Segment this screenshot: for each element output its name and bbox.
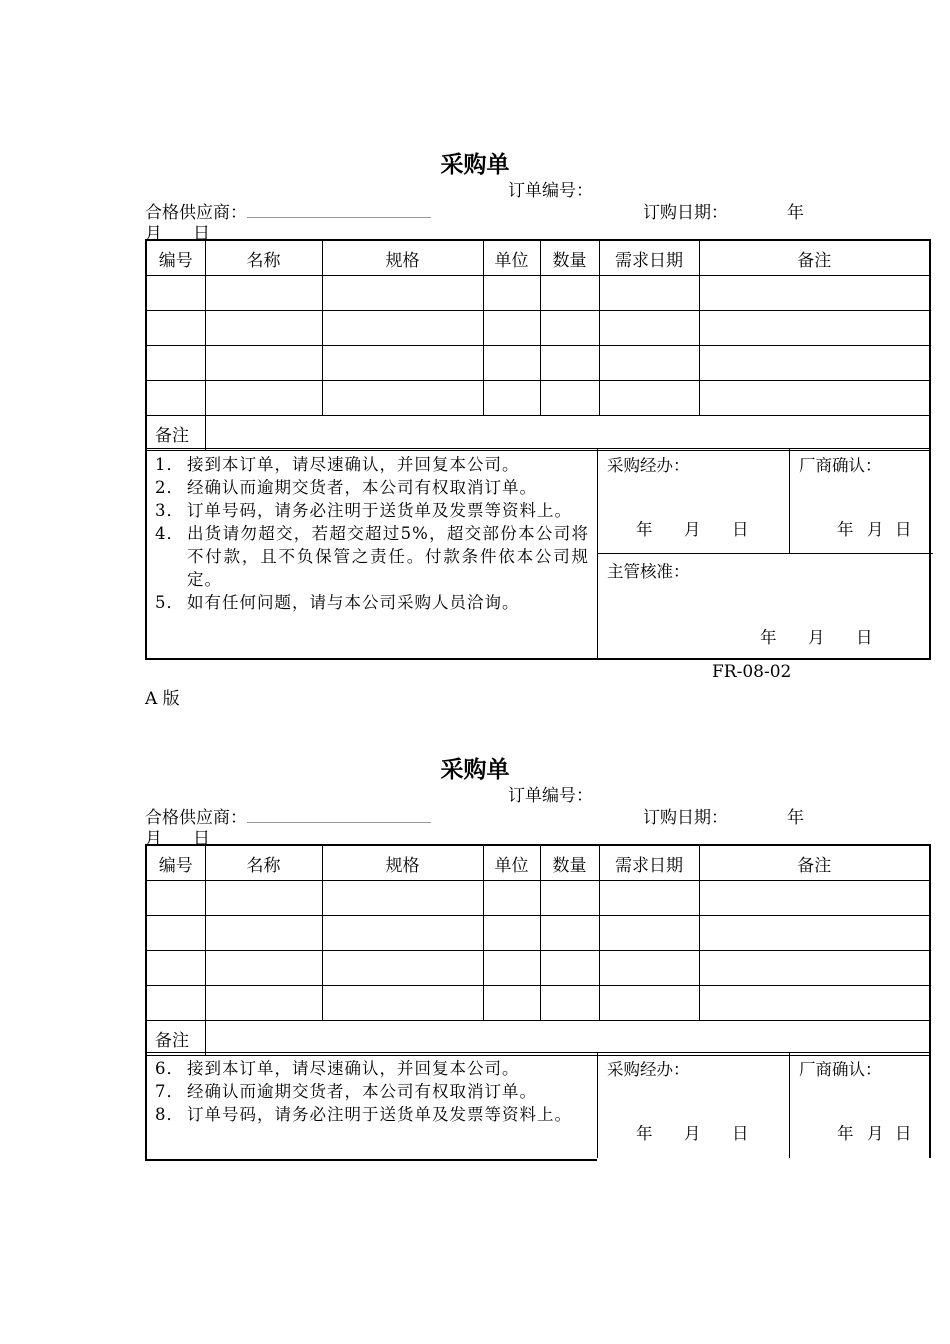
table-cell[interactable] <box>147 381 205 416</box>
column-header: 单位 <box>483 241 540 276</box>
terms-list <box>145 1053 597 1161</box>
table-row <box>147 276 929 311</box>
table-cell[interactable] <box>483 276 540 311</box>
table-row <box>147 916 929 951</box>
order-date-day: 日 <box>193 829 210 849</box>
table-cell[interactable] <box>322 311 483 346</box>
table-cell[interactable] <box>599 951 699 986</box>
purchaser-signature-box[interactable] <box>597 449 790 554</box>
remarks-label: 备注 <box>147 1021 205 1056</box>
table-cell[interactable] <box>699 311 929 346</box>
remarks-row <box>147 416 929 451</box>
supplier-blank-line[interactable] <box>247 808 431 823</box>
table-cell[interactable] <box>699 346 929 381</box>
table-cell[interactable] <box>322 881 483 916</box>
table-cell[interactable] <box>147 916 205 951</box>
table-cell[interactable] <box>699 276 929 311</box>
term-item: 7． 经确认而逾期交货者，本公司有权取消订单。 <box>155 1082 537 1101</box>
supervisor-date-year: 年 <box>760 628 777 647</box>
table-cell[interactable] <box>599 916 699 951</box>
column-header: 备注 <box>699 846 929 881</box>
table-cell[interactable] <box>699 881 929 916</box>
table-cell[interactable] <box>322 276 483 311</box>
table-cell[interactable] <box>322 986 483 1021</box>
order-date-month: 月 <box>145 829 162 849</box>
column-header: 编号 <box>147 241 205 276</box>
vendor-date-day: 日 <box>895 1124 912 1143</box>
table-cell[interactable] <box>483 951 540 986</box>
table-cell[interactable] <box>599 276 699 311</box>
purchaser-signature-box[interactable] <box>597 1053 790 1158</box>
form-title: 采购单 <box>440 151 510 178</box>
table-cell[interactable] <box>483 916 540 951</box>
purchaser-label: 采购经办： <box>607 1060 690 1079</box>
table-cell[interactable] <box>540 986 599 1021</box>
table-cell[interactable] <box>147 346 205 381</box>
remarks-label: 备注 <box>147 416 205 451</box>
terms-and-signatures <box>145 1052 931 1161</box>
remarks-row <box>147 1021 929 1056</box>
order-date-year: 年 <box>787 808 804 828</box>
order-number-label: 订单编号： <box>508 181 593 201</box>
column-header: 规格 <box>322 241 483 276</box>
order-date-month: 月 <box>145 224 162 244</box>
table-row <box>147 381 929 416</box>
table-cell[interactable] <box>699 986 929 1021</box>
table-cell[interactable] <box>205 986 322 1021</box>
table-cell[interactable] <box>205 881 322 916</box>
supplier-field[interactable] <box>145 803 431 828</box>
table-cell[interactable] <box>699 916 929 951</box>
table-cell[interactable] <box>147 986 205 1021</box>
table-cell[interactable] <box>599 986 699 1021</box>
supplier-label: 合格供应商： <box>145 808 247 828</box>
vendor-date-month: 月 <box>867 1124 884 1143</box>
supervisor-date-month: 月 <box>808 628 825 647</box>
table-cell[interactable] <box>322 381 483 416</box>
table-cell[interactable] <box>599 881 699 916</box>
remarks-field[interactable] <box>205 1021 929 1056</box>
order-number-label: 订单编号： <box>508 786 593 806</box>
table-cell[interactable] <box>699 951 929 986</box>
table-cell[interactable] <box>322 346 483 381</box>
table-header-row <box>147 241 929 276</box>
table-cell[interactable] <box>205 276 322 311</box>
vendor-date-year: 年 <box>837 1124 854 1143</box>
order-date-label: 订购日期： <box>643 203 728 223</box>
table-cell[interactable] <box>483 986 540 1021</box>
form-code: FR-08-02 <box>712 662 792 682</box>
supplier-blank-line[interactable] <box>247 203 431 218</box>
table-row <box>147 986 929 1021</box>
table-cell[interactable] <box>147 311 205 346</box>
purchaser-date-day: 日 <box>732 1124 749 1143</box>
form-version: A 版 <box>145 689 180 709</box>
column-header: 编号 <box>147 846 205 881</box>
table-cell[interactable] <box>483 311 540 346</box>
term-item: 3． 订单号码，请务必注明于送货单及发票等资料上。 <box>155 501 572 520</box>
supervisor-approval-box[interactable] <box>597 554 933 659</box>
column-header: 规格 <box>322 846 483 881</box>
table-cell[interactable] <box>699 381 929 416</box>
purchaser-date-month: 月 <box>684 520 701 539</box>
table-cell[interactable] <box>483 346 540 381</box>
purchaser-date-year: 年 <box>636 520 653 539</box>
table-cell[interactable] <box>483 881 540 916</box>
table-row <box>147 311 929 346</box>
table-cell[interactable] <box>599 346 699 381</box>
term-item: 1． 接到本订单，请尽速确认，并回复本公司。 <box>155 455 520 474</box>
terms-and-signatures <box>145 448 931 659</box>
column-header: 数量 <box>540 241 599 276</box>
term-item: 5． 如有任何问题，请与本公司采购人员洽询。 <box>155 593 520 612</box>
column-header: 备注 <box>699 241 929 276</box>
supplier-label: 合格供应商： <box>145 203 247 223</box>
table-cell[interactable] <box>599 381 699 416</box>
purchaser-date-month: 月 <box>684 1124 701 1143</box>
term-item: 8． 订单号码，请务必注明于送货单及发票等资料上。 <box>155 1105 572 1124</box>
table-cell[interactable] <box>147 951 205 986</box>
table-row <box>147 346 929 381</box>
table-cell[interactable] <box>540 951 599 986</box>
term-item: 4． 出货请勿超交，若超交超过5%，超交部份本公司将不付款，且不负保管之责任。付款条件依本公司规定。 <box>155 524 589 589</box>
column-header: 单位 <box>483 846 540 881</box>
purchaser-label: 采购经办： <box>607 456 690 475</box>
term-item: 2． 经确认而逾期交货者，本公司有权取消订单。 <box>155 478 537 497</box>
vendor-date-day: 日 <box>895 520 912 539</box>
supplier-field[interactable] <box>145 198 431 223</box>
table-cell[interactable] <box>483 381 540 416</box>
supervisor-label: 主管核准： <box>607 562 690 581</box>
term-item: 6． 接到本订单，请尽速确认，并回复本公司。 <box>155 1059 520 1078</box>
table-cell[interactable] <box>540 881 599 916</box>
table-cell[interactable] <box>205 346 322 381</box>
table-cell[interactable] <box>540 276 599 311</box>
table-cell[interactable] <box>599 311 699 346</box>
vendor-date-year: 年 <box>837 520 854 539</box>
table-cell[interactable] <box>540 346 599 381</box>
table-cell[interactable] <box>205 916 322 951</box>
table-cell[interactable] <box>540 311 599 346</box>
column-header: 名称 <box>205 846 322 881</box>
purchaser-date-year: 年 <box>636 1124 653 1143</box>
vendor-confirm-box[interactable] <box>790 449 933 554</box>
table-header-row <box>147 846 929 881</box>
column-header: 数量 <box>540 846 599 881</box>
form-title: 采购单 <box>440 756 510 783</box>
table-row <box>147 881 929 916</box>
terms-list <box>145 449 597 659</box>
table-cell[interactable] <box>540 381 599 416</box>
table-cell[interactable] <box>205 311 322 346</box>
order-table <box>145 844 931 1052</box>
order-date-day: 日 <box>193 224 210 244</box>
table-cell[interactable] <box>205 381 322 416</box>
vendor-date-month: 月 <box>867 520 884 539</box>
table-cell[interactable] <box>147 881 205 916</box>
remarks-field[interactable] <box>205 416 929 451</box>
purchaser-date-day: 日 <box>732 520 749 539</box>
column-header: 名称 <box>205 241 322 276</box>
order-date-label: 订购日期： <box>643 808 728 828</box>
order-table <box>145 239 931 660</box>
table-cell[interactable] <box>322 916 483 951</box>
vendor-confirm-label: 厂商确认： <box>799 1060 882 1079</box>
table-cell[interactable] <box>205 951 322 986</box>
table-cell[interactable] <box>147 276 205 311</box>
vendor-confirm-box[interactable] <box>790 1053 931 1158</box>
column-header: 需求日期 <box>599 846 699 881</box>
supervisor-date-day: 日 <box>856 628 873 647</box>
order-date-year: 年 <box>787 203 804 223</box>
table-cell[interactable] <box>540 916 599 951</box>
vendor-confirm-label: 厂商确认： <box>799 456 882 475</box>
table-cell[interactable] <box>322 951 483 986</box>
column-header: 需求日期 <box>599 241 699 276</box>
table-row <box>147 951 929 986</box>
